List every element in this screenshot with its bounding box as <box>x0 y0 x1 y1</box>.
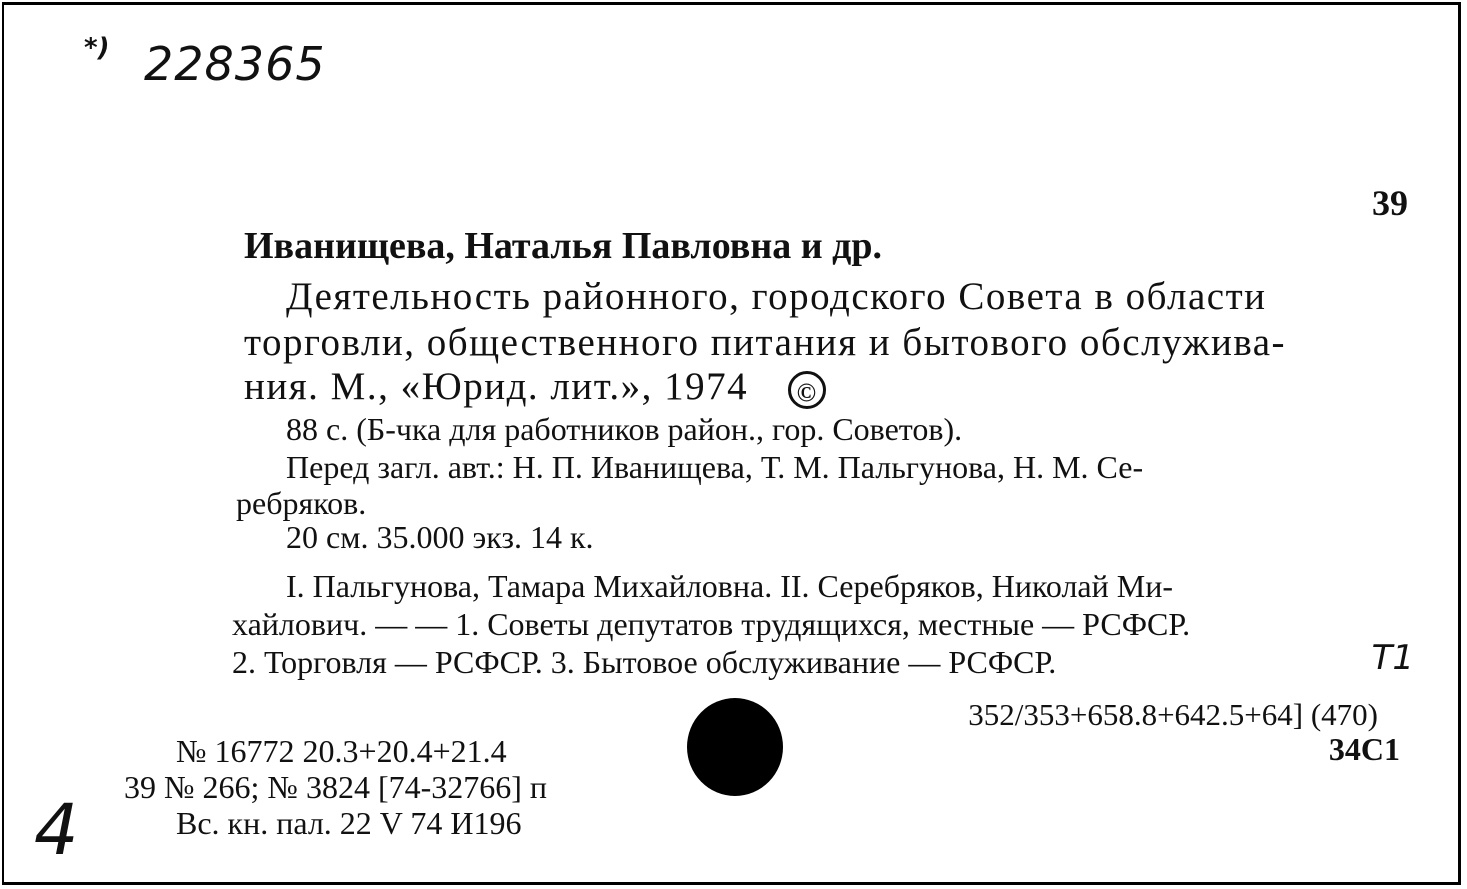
title-line-1: Деятельность районного, городского Совета в области <box>286 275 1267 318</box>
title-line-3-row <box>244 367 826 409</box>
title-line-2: торговли, общественного питания и бытового обслужива- <box>244 321 1287 364</box>
inventory-number: 228365 <box>144 37 326 91</box>
footer-line-3: Вс. кн. пал. 22 V 74 И196 <box>176 805 522 841</box>
description-line-4: 20 см. 35.000 экз. 14 к. <box>286 519 594 555</box>
cutter-number: 34С1 <box>1328 731 1400 767</box>
description-line-2: Перед загл. авт.: Н. П. Иванищева, Т. М. Пальгунова, Н. М. Се- <box>286 449 1144 485</box>
classification-index: 352/353+658.8+642.5+64] (470) <box>968 697 1378 732</box>
handwritten-number: 4 <box>34 789 79 871</box>
subject-line-3: 2. Торговля — РСФСР. 3. Бытовое обслуживание — РСФСР. <box>232 644 1057 680</box>
footer-line-2: 39 № 266; № 3824 [74-32766] п <box>124 769 548 805</box>
footer-line-1: № 16772 20.3+20.4+21.4 <box>176 733 507 769</box>
page-number: 39 <box>1372 183 1408 223</box>
author-heading: Иванищева, Наталья Павловна и др. <box>244 225 882 267</box>
subject-line-1: I. Пальгунова, Тамара Михайловна. II. Серебряков, Николай Ми- <box>286 568 1173 604</box>
inventory-mark: *) <box>84 33 110 63</box>
copyright-icon: © <box>788 371 826 409</box>
subject-line-2: хайлович. — — 1. Советы депутатов трудящихся, местные — РСФСР. <box>232 606 1191 642</box>
handwritten-code: T1 <box>1371 638 1414 678</box>
title-line-3: ния. М., «Юрид. лит.», 1974 <box>244 365 749 408</box>
catalog-card <box>2 2 1461 885</box>
description-line-3: ребряков. <box>236 485 367 521</box>
description-line-1: 88 с. (Б-чка для работников район., гор. Советов). <box>286 411 963 447</box>
punch-hole <box>687 698 783 796</box>
